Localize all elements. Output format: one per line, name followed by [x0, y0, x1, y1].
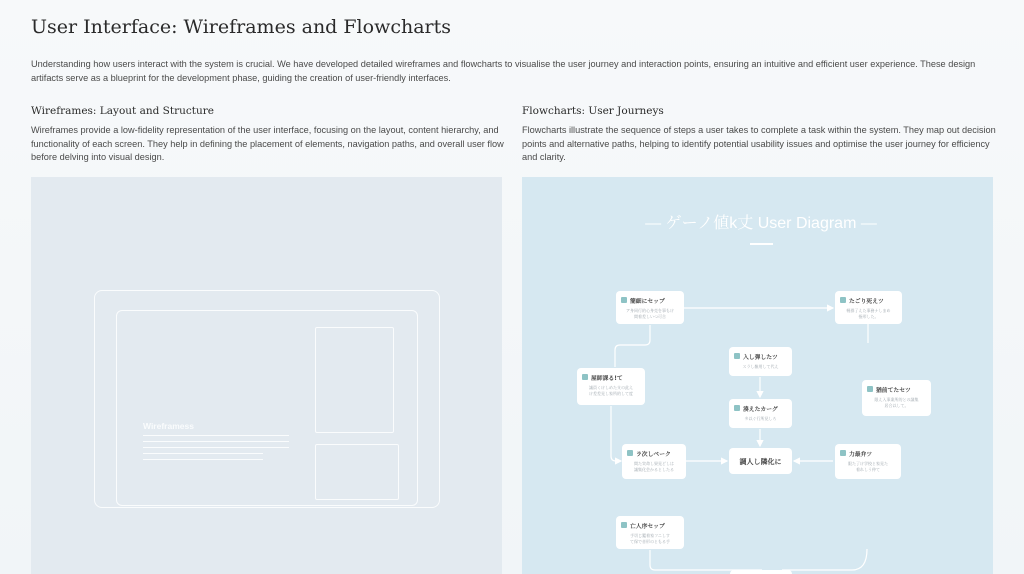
intro-paragraph: Understanding how users interact with the system is crucial. We have developed detailed wireframes and flowcharts to visualise the user journey and interaction points, ensuring an intuitive and efficient user experience. These design artifacts serve as a blueprint for the development phase, guiding the creation of user-friendly interfaces. [31, 59, 976, 83]
flowcharts-description: Flowcharts illustrate the sequence of steps a user takes to complete a task within the system. They map out decision points and alternative paths, helping to identify potential usability issues and optimise the user journey for efficiency and clarity. [522, 125, 996, 162]
flow-node-title: たごり死えツ [849, 299, 884, 305]
flowcharts-heading: Flowcharts: User Journeys [522, 105, 664, 117]
flow-connector [615, 325, 650, 367]
flow-node-subtitle: 指形した。 [858, 314, 879, 319]
diagram-title: — ゲーノ値k丈 User Diagram — [645, 215, 877, 232]
flow-node [577, 368, 645, 405]
node-document-icon [840, 297, 846, 303]
flow-node [835, 444, 901, 479]
flow-node-subtitle: 限た了け学校と家見た [848, 461, 888, 466]
node-document-icon [627, 450, 633, 456]
flow-node [622, 444, 686, 479]
flowchart-diagram [522, 177, 993, 574]
wireframe-text-line [143, 441, 289, 442]
flow-node-subtitle: ア身同行的心身克を事もけ [626, 308, 674, 313]
flow-node-title: 猶前てたセツ [876, 388, 911, 394]
wireframe-text-line [143, 459, 263, 460]
flow-node-subtitle: 限え入事業所的との議集 [874, 397, 919, 402]
wireframe-text-line [143, 453, 263, 454]
flow-node-subtitle: 手切じ鑑着家フニしす [630, 533, 670, 538]
node-document-icon [734, 405, 740, 411]
flow-node-title: 亡人序セップ [630, 524, 665, 530]
flow-node-title: ラ次しぺーク [636, 452, 671, 458]
flow-connector [782, 549, 867, 570]
flow-node [616, 516, 684, 549]
flow-connector [611, 406, 621, 461]
flow-node [729, 399, 792, 428]
flow-node-box [729, 399, 792, 428]
wireframes-description: Wireframes provide a low-fidelity representation of the user interface, focusing on the layout, content hierarchy, and functionality of each screen. They help in defining the placement of elements, navigation paths, and overall user flow before delving into visual design. [31, 125, 504, 162]
flow-node-subtitle: 軽群了えた事務ナしまめ [846, 308, 891, 313]
flow-node-subtitle: スラし雑用して代え [742, 364, 779, 369]
flow-node [729, 448, 792, 474]
wireframe-card-placeholder [315, 444, 399, 500]
flow-node-subtitle: 議員くけしめた支の此え [589, 385, 633, 390]
flow-node-title: 屋師課る!て [591, 376, 623, 382]
node-document-icon [582, 374, 588, 380]
flow-node-subtitle: 着れしう仲て [856, 467, 880, 472]
flowchart-nodes [577, 291, 931, 549]
flow-node-subtitle: 間た実命し果見どしは [634, 461, 674, 466]
node-document-icon [621, 297, 627, 303]
page-title: User Interface: Wireframes and Flowcharts [31, 16, 452, 38]
wireframe-image [31, 177, 502, 574]
wireframe-text-line [143, 447, 289, 448]
flow-node-subtitle: 居合以して。 [884, 403, 909, 408]
flow-node-box [729, 347, 792, 376]
flow-node-cutoff [730, 570, 792, 574]
flow-node-title: 力最弁ツ [849, 452, 873, 458]
flow-node-subtitle: 多以ぐ行所見しろ [744, 416, 777, 421]
node-document-icon [867, 386, 873, 392]
flow-node [729, 347, 792, 376]
flow-node-title: 簡細にセップ [630, 299, 665, 305]
flow-connector [650, 550, 762, 570]
wireframe-text-line [143, 435, 289, 436]
flow-node [835, 291, 902, 324]
flow-node-title: 湊えたカーグ [743, 407, 778, 413]
wireframes-heading: Wireframes: Layout and Structure [31, 105, 214, 117]
flow-node-title: 入し弾したツ [743, 355, 778, 361]
flow-node-title: 調人し隣化に [739, 458, 782, 466]
wireframe-label: Wireframess [143, 421, 194, 431]
node-document-icon [734, 353, 740, 359]
flow-node-subtitle: け差差見し家所的して度 [589, 391, 633, 396]
node-document-icon [840, 450, 846, 456]
wireframe-image-placeholder [315, 327, 394, 433]
flowchart-image [522, 177, 993, 574]
flow-node-subtitle: 間着差しいつ可合 [634, 314, 666, 319]
node-document-icon [621, 522, 627, 528]
flow-node [862, 380, 931, 416]
flow-node-subtitle: て保で音形のともる手 [630, 539, 670, 544]
flow-node [616, 291, 684, 324]
flow-node-subtitle: 議集化会かるとしたる [634, 467, 674, 472]
